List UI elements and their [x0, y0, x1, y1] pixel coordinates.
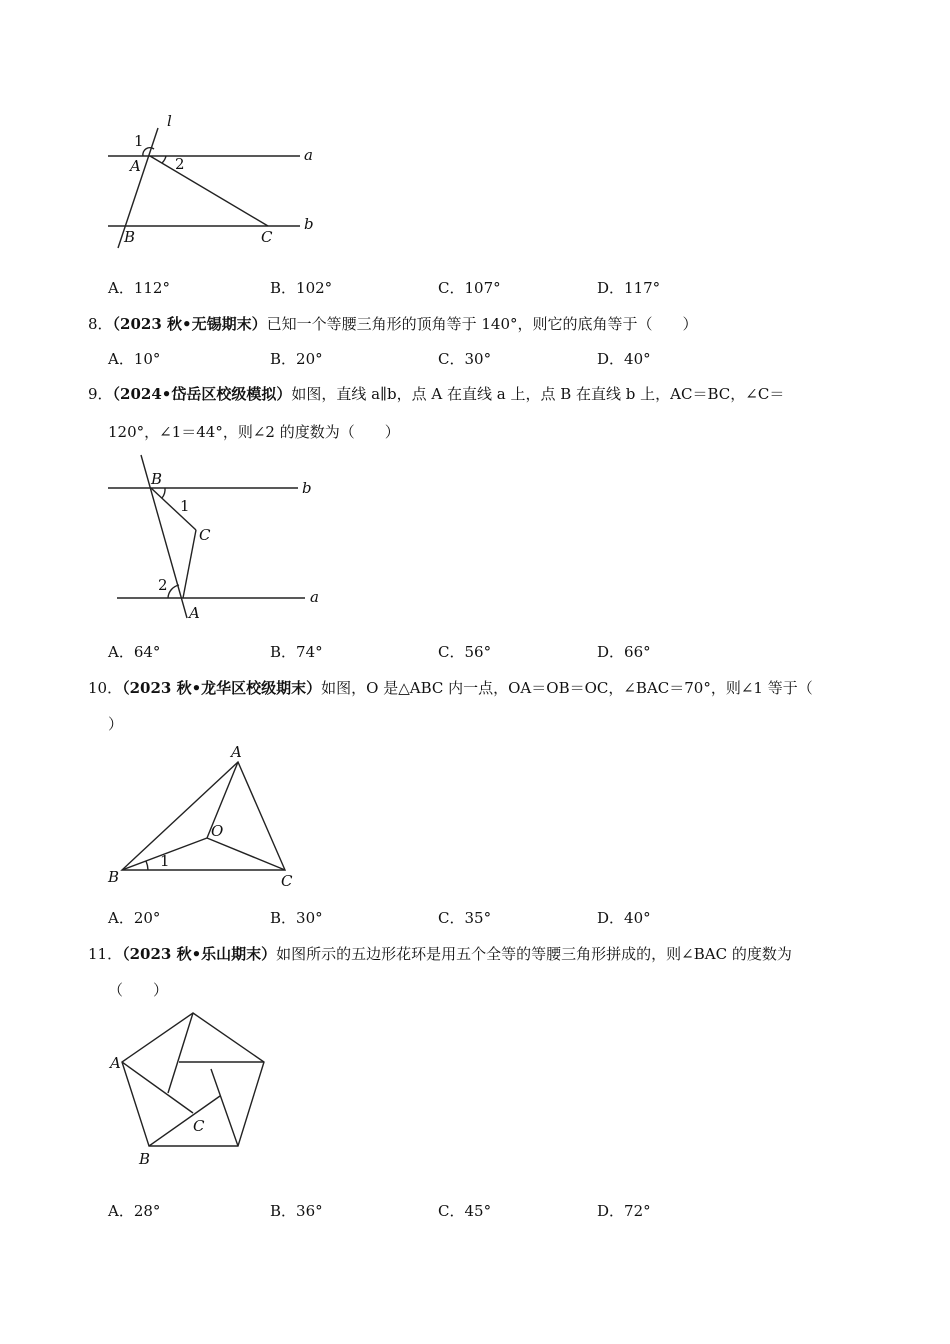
- q11-option-c[interactable]: C．45°: [438, 1202, 492, 1220]
- q11-stem-line2: （ ）: [108, 981, 169, 999]
- q11-source: （2023 秋•乐山期末）: [122, 945, 277, 963]
- q9-label-A: A: [189, 604, 200, 622]
- q9-label-1: 1: [180, 497, 190, 515]
- q11-text-line1: 如图所示的五边形花环是用五个全等的等腰三角形拼成的，则∠BAC 的度数为: [276, 945, 792, 963]
- q9-stem-line1: [88, 384, 784, 404]
- q10-option-d[interactable]: D．40°: [597, 909, 651, 927]
- q10-source: （2023 秋•龙华区校级期末）: [122, 679, 322, 697]
- q11-number: 11．: [88, 945, 123, 963]
- q10-figure: [100, 740, 310, 890]
- q8-option-a[interactable]: A．10°: [108, 350, 161, 368]
- q10-label-A: A: [231, 743, 242, 761]
- q9-label-b: b: [302, 479, 312, 497]
- q7-label-A: A: [130, 157, 141, 175]
- q8-text: 已知一个等腰三角形的顶角等于 140°，则它的底角等于（ ）: [266, 315, 698, 333]
- q7-option-b[interactable]: B．102°: [270, 279, 333, 297]
- q7-label-a: a: [304, 146, 313, 164]
- q9-option-a[interactable]: A．64°: [108, 643, 161, 661]
- q7-option-a[interactable]: A．112°: [108, 279, 170, 297]
- q7-label-b: b: [304, 215, 314, 233]
- q10-option-c[interactable]: C．35°: [438, 909, 492, 927]
- q9-label-C: C: [199, 526, 211, 544]
- q7-option-d[interactable]: D．117°: [597, 279, 661, 297]
- q10-stem-line2: ）: [108, 715, 124, 733]
- q10-text-line1: 如图，O 是△ABC 内一点，OA＝OB＝OC，∠BAC＝70°，则∠1 等于（: [321, 679, 813, 697]
- q11-option-a[interactable]: A．28°: [108, 1202, 161, 1220]
- q7-label-2: 2: [175, 155, 185, 173]
- q11-label-B: B: [139, 1150, 151, 1168]
- q8-option-b[interactable]: B．20°: [270, 350, 323, 368]
- q10-option-b[interactable]: B．30°: [270, 909, 323, 927]
- q9-number: 9．: [88, 385, 113, 403]
- q8-option-d[interactable]: D．40°: [597, 350, 651, 368]
- q10-label-1: 1: [160, 852, 170, 870]
- q9-stem-line2: 120°，∠1＝44°，则∠2 的度数为（ ）: [108, 423, 400, 441]
- q8-number: 8．: [88, 315, 113, 333]
- q11-label-C: C: [193, 1117, 205, 1135]
- q10-label-B: B: [108, 868, 120, 886]
- q7-label-C: C: [261, 228, 273, 246]
- q9-label-B: B: [151, 470, 163, 488]
- q11-figure: [100, 1005, 280, 1170]
- q11-stem-line1: [88, 944, 792, 964]
- q9-option-d[interactable]: D．66°: [597, 643, 651, 661]
- q9-label-a: a: [310, 588, 319, 606]
- q9-figure: [100, 450, 330, 625]
- q8-stem: [88, 314, 698, 334]
- q7-figure: [100, 110, 330, 250]
- q8-option-c[interactable]: C．30°: [438, 350, 492, 368]
- q11-option-b[interactable]: B．36°: [270, 1202, 323, 1220]
- q9-text-line1: 如图，直线 a∥b，点 A 在直线 a 上，点 B 在直线 b 上，AC＝BC，∠C＝: [291, 385, 785, 403]
- q10-label-O: O: [211, 822, 224, 840]
- q9-option-c[interactable]: C．56°: [438, 643, 492, 661]
- q10-option-a[interactable]: A．20°: [108, 909, 161, 927]
- q7-label-1: 1: [134, 132, 144, 150]
- q7-label-l: l: [167, 112, 172, 130]
- q9-label-2: 2: [158, 576, 168, 594]
- q10-label-C: C: [281, 872, 293, 890]
- q11-option-d[interactable]: D．72°: [597, 1202, 651, 1220]
- q10-stem-line1: [88, 678, 813, 698]
- q8-source: （2023 秋•无锡期末）: [112, 315, 267, 333]
- q9-source: （2024•岱岳区校级模拟）: [112, 385, 292, 403]
- q7-option-c[interactable]: C．107°: [438, 279, 501, 297]
- q9-option-b[interactable]: B．74°: [270, 643, 323, 661]
- q10-number: 10．: [88, 679, 123, 697]
- q11-label-A: A: [110, 1054, 121, 1072]
- q7-label-B: B: [124, 228, 136, 246]
